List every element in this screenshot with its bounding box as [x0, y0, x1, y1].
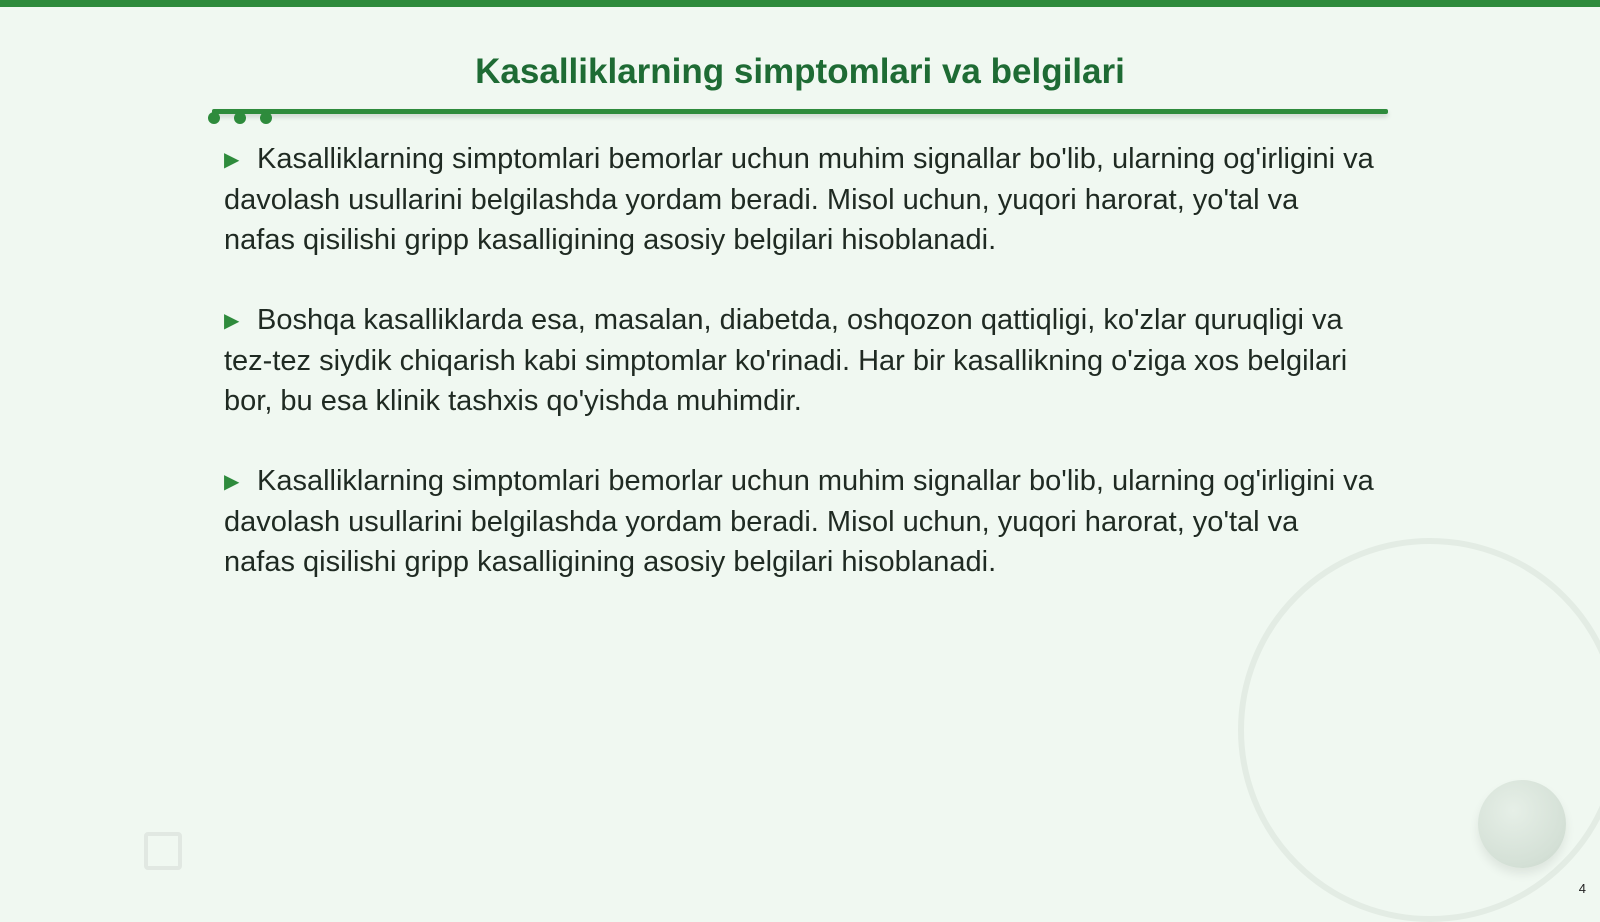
decorative-sphere	[1478, 780, 1566, 868]
decorative-ring	[1238, 538, 1600, 922]
bullet-text: Boshqa kasalliklarda esa, masalan, diabetda, oshqozon qattiqligi, ko'zlar quruqligi va tez-tez siydik chiqarish kabi simptomlar ko'rinadi. Har bir kasallikning o'ziga xos belgilari bor, bu esa klinik tashxis qo'yishda muhimdir.	[224, 304, 1348, 417]
bullet-text: Kasalliklarning simptomlari bemorlar uchun muhim signallar bo'lib, ularning og'irligini va davolash usullarini belgilashda yordam beradi. Misol uchun, yuqori harorat, yo'tal va nafas qisilishi gripp kasalligining asosiy belgilari hisoblanadi.	[224, 143, 1374, 256]
page-number: 4	[1578, 881, 1586, 896]
bullet-item	[224, 461, 1374, 582]
decorative-square	[144, 832, 182, 870]
bullet-list	[224, 139, 1374, 622]
title-underline	[212, 109, 1388, 114]
bullet-text: Kasalliklarning simptomlari bemorlar uchun muhim signallar bo'lib, ularning og'irligini va davolash usullarini belgilashda yordam beradi. Misol uchun, yuqori harorat, yo'tal va nafas qisilishi gripp kasalligining asosiy belgilari hisoblanadi.	[224, 465, 1374, 578]
decorative-dot	[260, 112, 272, 124]
triangle-bullet-icon: ▶	[224, 471, 240, 493]
top-accent-bar	[0, 0, 1600, 7]
decorative-dot	[234, 112, 246, 124]
slide-title: Kasalliklarning simptomlari va belgilari	[475, 52, 1125, 91]
decorative-dot	[208, 112, 220, 124]
bullet-item	[224, 139, 1374, 260]
bullet-item	[224, 300, 1374, 421]
triangle-bullet-icon: ▶	[224, 149, 240, 171]
triangle-bullet-icon: ▶	[224, 310, 240, 332]
